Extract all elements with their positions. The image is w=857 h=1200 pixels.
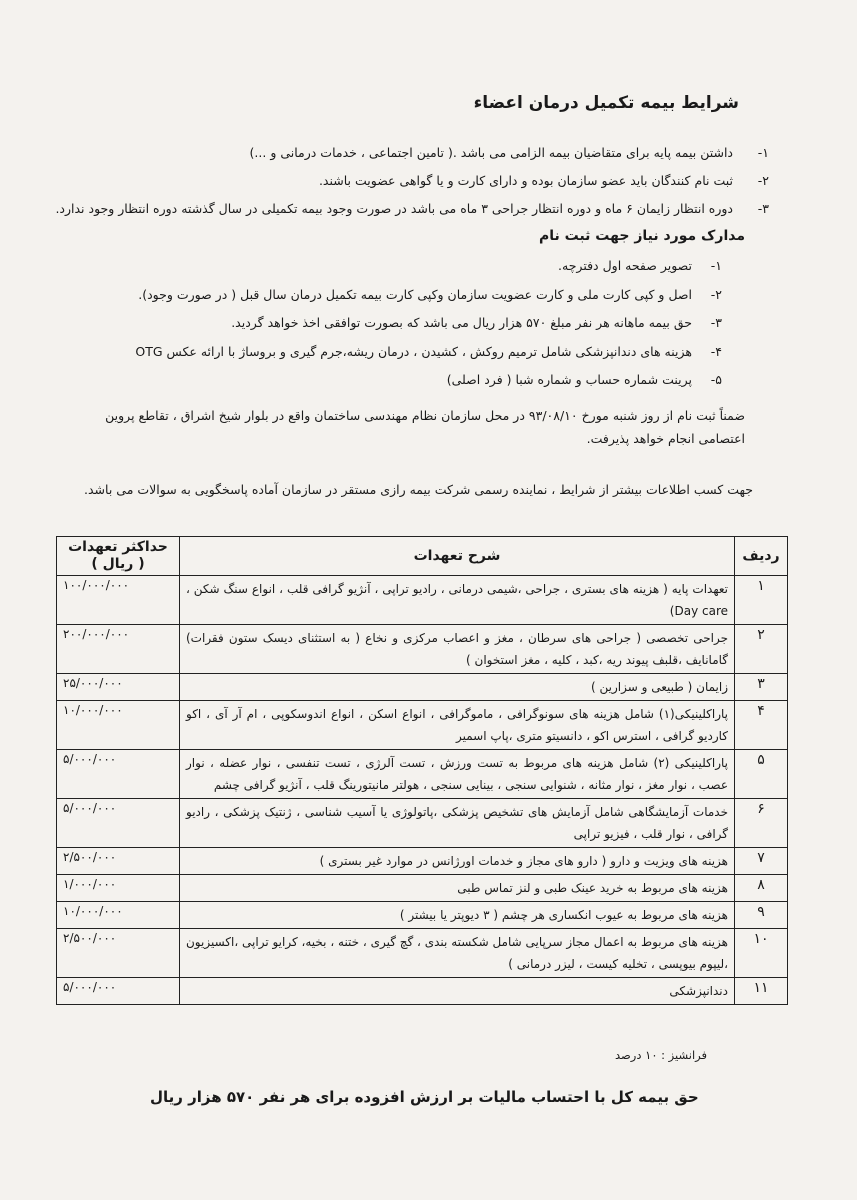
document-number: ۲-	[710, 287, 722, 302]
condition-number: ۲-	[757, 173, 769, 188]
table-row	[57, 978, 788, 1005]
row-description: جراحی تخصصی ( جراحی های سرطان ، مغز و اعصاب مرکزی و نخاع ( به استثنای دیسک ستون فقرات) گامانایف ،قلبف پیوند ریه ،کبد ، کلیه ، مغز استخوان )	[180, 625, 735, 674]
registration-notice: ضمناً ثبت نام از روز شنبه مورخ ۹۳/۰۸/۱۰ در محل سازمان نظام مهندسی ساختمان واقع در بلوار شیخ اشراق ، تقاطع پروین اعتصامی انجام خواهد پذیرفت.	[105, 408, 745, 446]
document-number: ۴-	[710, 344, 722, 359]
document-text: اصل و کپی کارت ملی و کارت عضویت سازمان وکپی کارت بیمه تکمیل درمان سال قبل ( در صورت وجود).	[138, 287, 692, 302]
row-number: ۵	[735, 750, 788, 799]
row-description: خدمات آزمایشگاهی شامل آزمایش های تشخیص پزشکی ،پاتولوژی یا آسیب شناسی ، ژنتیک پزشکی ، رادیو گرافی ، نوار قلب ، فیزیو تراپی	[180, 799, 735, 848]
condition-text: دوره انتظار زایمان ۶ ماه و دوره انتظار جراحی ۳ ماه می باشد در صورت وجود بیمه تکمیلی در سال گذشته دوره انتظار وجود ندارد.	[55, 201, 733, 216]
header-max-coverage	[57, 537, 180, 576]
row-number: ۶	[735, 799, 788, 848]
document-item	[82, 285, 722, 305]
document-item	[82, 313, 722, 333]
total-premium-note: حق بیمه کل با احتساب مالیات بر ارزش افزوده برای هر نفر ۵۷۰ هزار ریال	[150, 1088, 699, 1106]
condition-item	[69, 171, 769, 191]
franchise-note: فرانشیز : ۱۰ درصد	[615, 1048, 707, 1062]
table-row	[57, 902, 788, 929]
row-number: ۳	[735, 674, 788, 701]
row-amount: ۵/۰۰۰/۰۰۰	[57, 750, 180, 799]
table-row	[57, 799, 788, 848]
row-amount: ۵/۰۰۰/۰۰۰	[57, 799, 180, 848]
table-row	[57, 625, 788, 674]
table-row	[57, 674, 788, 701]
document-number: ۳-	[710, 315, 722, 330]
document-text: حق بیمه ماهانه هر نفر مبلغ ۵۷۰ هزار ریال می باشد که بصورت توافقی اخذ خواهد گردید.	[231, 315, 692, 330]
header-row-number: ردیف	[735, 537, 788, 576]
condition-item	[49, 199, 769, 219]
info-paragraph: جهت کسب اطلاعات بیشتر از شرایط ، نماینده رسمی شرکت بیمه رازی مستقر در سازمان آماده پاسخگویی به سوالات می باشد.	[84, 482, 753, 497]
row-description: تعهدات پایه ( هزینه های بستری ، جراحی ،شیمی درمانی ، رادیو تراپی ، آنژیو گرافی قلب ، انواع سنگ شکن ، Day care)	[180, 576, 735, 625]
row-number: ۲	[735, 625, 788, 674]
row-description: پاراکلینیکی(۱) شامل هزینه های سونوگرافی ، ماموگرافی ، انواع اسکن ، انواع اندوسکوپی ، ام آر آی ، اکو کاردیو گرافی ، استرس اکو ، دانسیتو متری ،پاپ اسمیر	[180, 701, 735, 750]
table-row	[57, 848, 788, 875]
document-number: ۵-	[710, 372, 722, 387]
row-number: ۱۱	[735, 978, 788, 1005]
table-row	[57, 701, 788, 750]
document-text: تصویر صفحه اول دفترچه.	[558, 258, 692, 273]
row-description: دندانپزشکی	[180, 978, 735, 1005]
row-description: هزینه های مربوط به خرید عینک طبی و لنز تماس طبی	[180, 875, 735, 902]
document-item	[82, 342, 722, 362]
table-header-row	[57, 537, 788, 576]
document-item	[82, 256, 722, 276]
document-text: هزینه های دندانپزشکی شامل ترمیم روکش ، کشیدن ، درمان ریشه،جرم گیری و بروساژ با ارائه عکس OTG	[135, 344, 692, 359]
row-number: ۴	[735, 701, 788, 750]
row-description: هزینه های مربوط به عیوب انکساری هر چشم ( ۳ دیوپتر یا بیشتر )	[180, 902, 735, 929]
row-number: ۸	[735, 875, 788, 902]
document-number: ۱-	[710, 258, 722, 273]
row-number: ۹	[735, 902, 788, 929]
row-description: پاراکلینیکی (۲) شامل هزینه های مربوط به تست ورزش ، تست آلرژی ، تست تنفسی ، نوار عضله ، نوار عصب ، نوار مغز ، نوار مثانه ، شنوایی سنجی ، بینایی سنجی ، هولتر مانیتورینگ قلب ، آنژیو گرافی چشم	[180, 750, 735, 799]
row-number: ۱۰	[735, 929, 788, 978]
row-description: هزینه های مربوط به اعمال مجاز سرپایی شامل شکسته بندی ، گچ گیری ، ختنه ، بخیه، کرایو تراپی ،اکسیزیون ،لیپوم بیوپسی ، تخلیه کیست ، لیزر درمانی )	[180, 929, 735, 978]
row-amount: ۱۰/۰۰۰/۰۰۰	[57, 902, 180, 929]
row-amount: ۱۰۰/۰۰۰/۰۰۰	[57, 576, 180, 625]
row-amount: ۲/۵۰۰/۰۰۰	[57, 929, 180, 978]
table-row	[57, 576, 788, 625]
header-description: شرح تعهدات	[180, 537, 735, 576]
table-row	[57, 750, 788, 799]
document-item	[82, 370, 722, 390]
row-description: هزینه های ویزیت و دارو ( دارو های مجاز و خدمات اورژانس در موارد غیر بستری )	[180, 848, 735, 875]
document-text: پرینت شماره حساب و شماره شبا ( فرد اصلی)	[446, 372, 692, 387]
header-max-unit: ( ریال )	[91, 556, 145, 572]
row-description: زایمان ( طبیعی و سزارین )	[180, 674, 735, 701]
condition-text: داشتن بیمه پایه برای متقاضیان بیمه الزامی می باشد .( تامین اجتماعی ، خدمات درمانی و ...)	[249, 145, 733, 160]
row-amount: ۲۰۰/۰۰۰/۰۰۰	[57, 625, 180, 674]
coverage-table	[56, 536, 788, 1005]
condition-number: ۳-	[757, 201, 769, 216]
page-title: شرایط بیمه تکمیل درمان اعضاء	[473, 93, 739, 113]
table-row	[57, 875, 788, 902]
row-amount: ۱۰/۰۰۰/۰۰۰	[57, 701, 180, 750]
documents-title: مدارک مورد نیاز جهت ثبت نام	[538, 228, 745, 244]
condition-text: ثبت نام کنندگان باید عضو سازمان بوده و دارای کارت و یا گواهی عضویت باشند.	[318, 173, 733, 188]
row-amount: ۵/۰۰۰/۰۰۰	[57, 978, 180, 1005]
row-number: ۷	[735, 848, 788, 875]
condition-number: ۱-	[757, 145, 769, 160]
row-amount: ۲۵/۰۰۰/۰۰۰	[57, 674, 180, 701]
table-row	[57, 929, 788, 978]
header-max-label: حداکثر تعهدات	[68, 539, 168, 555]
row-number: ۱	[735, 576, 788, 625]
row-amount: ۲/۵۰۰/۰۰۰	[57, 848, 180, 875]
condition-item	[69, 143, 769, 163]
row-amount: ۱/۰۰۰/۰۰۰	[57, 875, 180, 902]
